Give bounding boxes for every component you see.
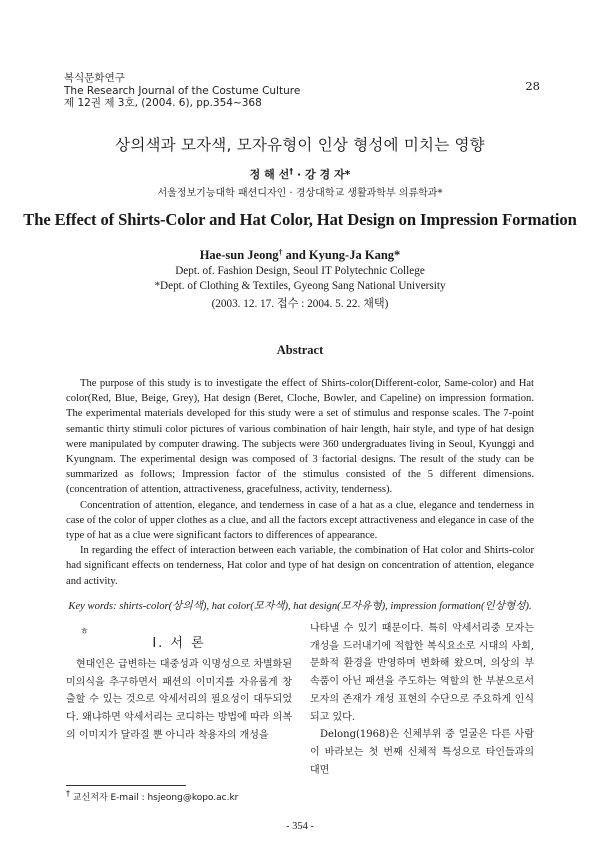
english-author-1: Hae-sun Jeong [199,248,279,262]
page-number-top: 28 [525,79,540,93]
received-accepted-dates: (2003. 12. 17. 접수 : 2004. 5. 22. 채택) [211,298,389,310]
abstract-body [66,376,534,589]
journal-korean-name: 복식문화연구 [64,72,125,84]
english-authors [0,248,600,263]
body-column-left [66,656,292,745]
body-column-right [310,620,534,779]
abstract-paragraph: In regarding the effect of interaction between each variable, the combination of Hat color and Shirts-color had significant effects on tenderness, Hat color and type of hat design on concentration of attention, elegance and activity. [66,545,534,587]
korean-author-2: 강 경 자* [305,168,351,181]
abstract-paragraph: The purpose of this study is to investigate the effect of Shirts-color(Different-color, Same-color) and Hat color(Red, Blue, Beige, Grey), Hat design (Beret, Cloche, Bowler, and Capeline) on impression formation. The experimental materials developed for this study were a set of stimulus and response scales. The 7-point semantic thirty stimuli color pictures of various combination of hair length, hair style, and type of hat design were manipulated by computer drawing. The subjects were 360 undergraduates living in Seoul, Kyunggi and Kyungnam. The experimental design was composed of 3 factorial designs. The result of the study can be summarized as follows; Impression factor of the stimulus consisted of the 5 different dimensions.(concentration of attention, attractiveness, gracefulness, activity, tenderness). [66,378,534,496]
korean-author-1: 정 해 선 [249,168,290,181]
journal-volume-line: 제 12권 제 3호, (2004. 6), pp.354~368 [64,97,262,109]
footnote-mark: † [66,789,70,798]
english-author-rest: and Kyung-Ja Kang* [282,248,401,262]
korean-authors [0,166,600,182]
affiliation-1: Dept. of. Fashion Design, Seoul IT Polytechnic College [175,265,425,277]
footnote-divider [66,785,186,786]
affiliation-2: *Dept. of Clothing & Textiles, Gyeong Sang National University [154,280,446,292]
keywords: Key words: shirts-color(상의색), hat color(모자색), hat design(모자유형), impression formation(인상형성). [68,601,532,612]
journal-header [64,72,300,110]
korean-affiliation: 서울정보기능대학 패션디자인 · 경상대학교 생활과학부 의류학과* [157,188,443,199]
corresponding-author-mark-en: † [278,248,283,257]
margin-mark: ㅎ [80,627,89,637]
korean-title: 상의색과 모자색, 모자유형이 인상 형성에 미치는 영향 [115,136,485,154]
body-paragraph: 나타낼 수 있기 때문이다. 특히 악세서리중 모자는 개성을 드러내기에 적합한 복식요소로 시대의 사회, 문화적 환경을 반영하며 변화해 왔으며, 의상의 부속품이 아닌 패션을 주도하는 역할의 한 부분으로서 모자의 존재가 개성 표현의 수단으로 주요하게 인식되고 있다. [310,623,534,723]
abstract-heading: Abstract [276,343,324,357]
corresponding-author-mark: † [289,167,294,176]
body-paragraph: 현대인은 급변하는 대중성과 익명성으로 차별화된 미의식을 추구하면서 패션의 이미지를 자유롭게 창출할 수 있는 것으로 악세서리의 필요성이 대두되었다. 왜냐하면 악세서리는 코디하는 방법에 따라 의복의 이미지가 달라질 뿐 아니라 착용자의 개성을 [66,659,292,741]
abstract-paragraph: Concentration of attention, elegance, and tenderness in case of a hat as a clue, elegance and tenderness in case of the color of upper clothes as a clue, and all the factors except attractiveness and elegance in case of the type of hat as a clue were significant factors to differences of appearance. [66,499,534,542]
author-separator: · [293,168,306,181]
footnote-text: 교신저자 E-mail : hsjeong@kopo.ac.kr [70,793,239,803]
body-paragraph: Delong(1968)은 신체부위 중 얼굴은 다른 사람이 바라보는 첫 번째 신체적 특성으로 타인들과의 대면 [310,729,534,776]
journal-english-name: The Research Journal of the Costume Culture [64,84,301,97]
section-heading-introduction: I. 서 론 [152,636,206,651]
footnote [66,790,238,803]
page-number-footer: - 354 - [286,821,314,832]
english-title: The Effect of Shirts-Color and Hat Color, Hat Design on Impression Formation [23,210,577,229]
